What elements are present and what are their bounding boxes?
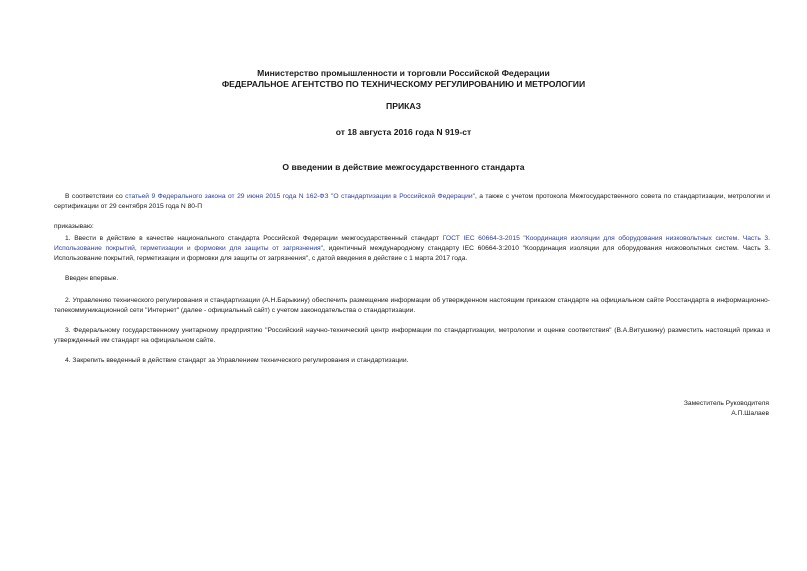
agency-name: ФЕДЕРАЛЬНОЕ АГЕНТСТВО ПО ТЕХНИЧЕСКОМУ РЕГУЛИРОВАНИЮ И МЕТРОЛОГИИ xyxy=(221,79,586,89)
order-item-3: 3. Федеральному государственному унитарному предприятию "Российский научно-технический центр информации по стандартизации, метрологии и оценке соответствия" (В.А.Витушкину) разместить настоящий приказ и утвержденный им стандарт на официальном сайте. xyxy=(54,327,770,344)
order-item-2: 2. Управлению технического регулирования и стандартизации (А.Н.Барыкину) обеспечить размещение информации об утвержденном настоящим приказом стандарте на официальном сайте Росстандарта в информационно-телекоммуникационной сети "Интернет" (далее - официальный сайт) с учетом законодательства о стандартизации. xyxy=(54,297,770,314)
item1-text-end: , идентичный международному стандарту IEC 60664-3:2010 "Координация изоляции для оборудования низковольтных систем. Часть 3. Использование покрытий, герметизации и формовки для защиты от загрязнения", с датой введения в действие с 1 марта 2017 года. xyxy=(54,245,770,262)
introduced-note: Введен впервые. xyxy=(65,275,119,282)
document-title: О введении в действие межгосударственного стандарта xyxy=(282,162,525,172)
preamble-text-end: , а также с учетом протокола Межгосударственного совета по стандартизации, метрологии и сертификации от 29 сентября 2015 года N 80-П xyxy=(54,193,771,210)
preamble-text-start: В соответствии со xyxy=(65,193,126,200)
preamble-paragraph xyxy=(54,192,770,212)
gost-standard-link[interactable]: ГОСТ IEC 60664-3-2015 "Координация изоляции для оборудования низковольтных систем. Часть 3. Использование покрытий, герметизации и формовки для защиты от загрязнения" xyxy=(54,235,770,252)
federal-law-link[interactable]: статьей 9 Федерального закона от 29 июня 2015 года N 162-ФЗ "О стандартизации в Российской Федерации" xyxy=(125,193,475,200)
document-date-number: от 18 августа 2016 года N 919-ст xyxy=(335,127,472,137)
signature-position: Заместитель Руководителя xyxy=(683,400,769,407)
order-item-1 xyxy=(54,234,770,264)
document-type: ПРИКАЗ xyxy=(386,101,421,111)
item1-text-start: 1. Ввести в действие в качестве национального стандарта Российской Федерации межгосударственный стандарт xyxy=(65,235,443,242)
order-item-4: 4. Закрепить введенный в действие стандарт за Управлением технического регулирования и стандартизации. xyxy=(65,357,409,364)
orders-word: приказываю: xyxy=(54,223,94,230)
ministry-name: Министерство промышленности и торговли Российской Федерации xyxy=(257,68,550,78)
signature-name: А.П.Шалаев xyxy=(731,410,769,417)
